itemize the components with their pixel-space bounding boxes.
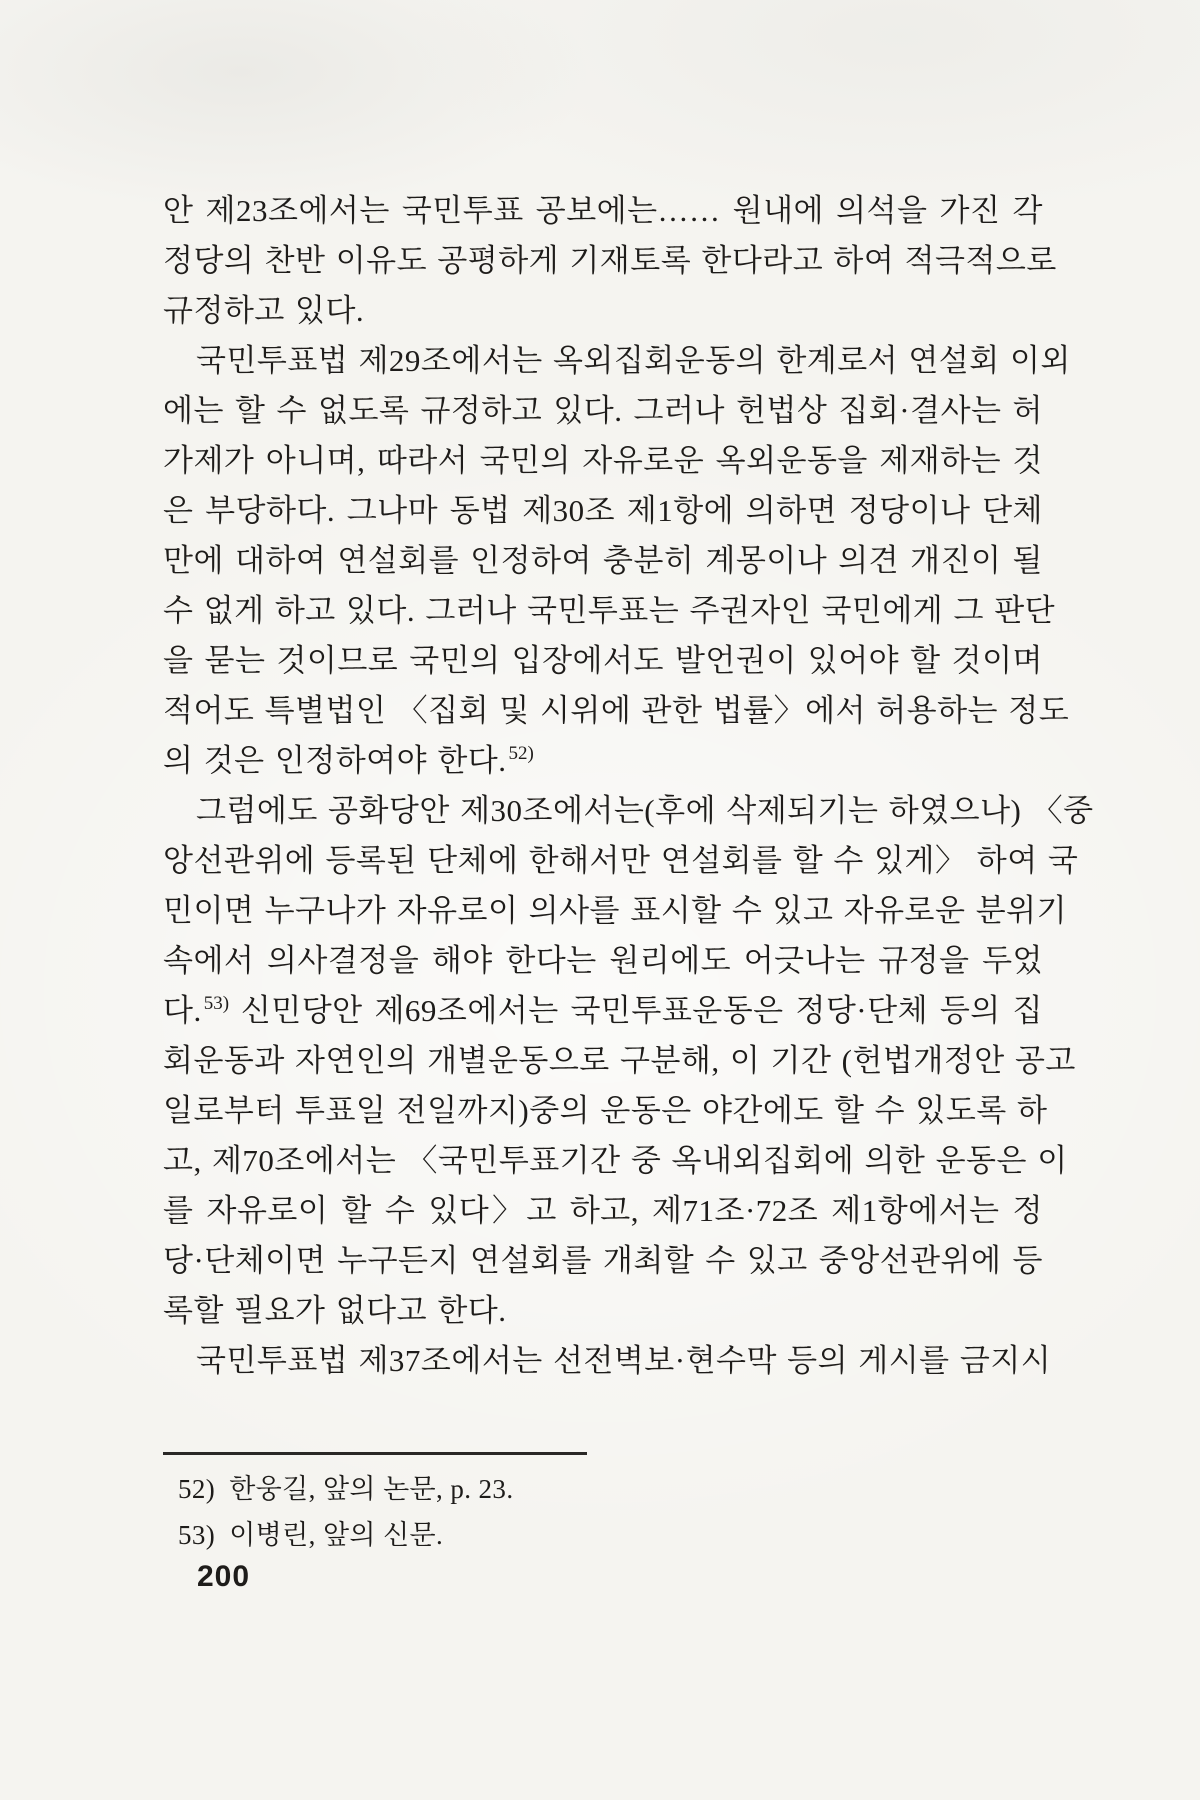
- text-line: [163, 686, 1070, 736]
- line-text: 신민당안 제69조에서는 국민투표운동은 정당·단체 등의 집: [229, 993, 1043, 1028]
- text-line: [163, 286, 1043, 336]
- footnote-item: [178, 1466, 998, 1512]
- line-text: 국민투표법 제29조에서는 옥외집회운동의 한계로서 연설회 이외: [196, 343, 1071, 378]
- text-line: [163, 836, 1079, 886]
- footnote-text: 이병린, 앞의 신문.: [229, 1520, 444, 1550]
- text-line: [163, 186, 1043, 236]
- line-text: 를 자유로이 할 수 있다〉고 하고, 제71조·72조 제1항에서는 정: [163, 1193, 1043, 1228]
- line-text: 정당의 찬반 이유도 공평하게 기재토록 한다라고 하여 적극적으로: [163, 243, 1057, 278]
- line-text: 만에 대하여 연설회를 인정하여 충분히 계몽이나 의견 개진이 될: [163, 543, 1043, 578]
- footnote-item: [178, 1512, 998, 1558]
- page-number: 200: [197, 1560, 251, 1593]
- line-text: 규정하고 있다.: [163, 293, 365, 328]
- line-text: 수 없게 하고 있다. 그러나 국민투표는 주권자인 국민에게 그 판단: [163, 593, 1056, 628]
- text-line: [163, 1136, 1068, 1186]
- line-text: 에는 할 수 없도록 규정하고 있다. 그러나 헌법상 집회·결사는 허: [163, 393, 1043, 428]
- line-text: 안 제23조에서는 국민투표 공보에는…… 원내에 의석을 가진 각: [163, 193, 1043, 228]
- text-line: [163, 386, 1043, 436]
- text-line: [163, 886, 1068, 936]
- text-line: [163, 536, 1043, 586]
- footnote-text: 한웅길, 앞의 논문, p. 23.: [229, 1474, 514, 1504]
- text-line: [163, 736, 1043, 786]
- line-text: 일로부터 투표일 전일까지)중의 운동은 야간에도 할 수 있도록 하: [163, 1093, 1048, 1128]
- line-text: 고, 제70조에서는 〈국민투표기간 중 옥내외집회에 의한 운동은 이: [163, 1143, 1068, 1178]
- text-line: [163, 586, 1056, 636]
- footnote-marker: 53): [178, 1520, 216, 1550]
- line-text: 국민투표법 제37조에서는 선전벽보·현수막 등의 게시를 금지시: [196, 1343, 1052, 1378]
- line-text: 은 부당하다. 그나마 동법 제30조 제1항에 의하면 정당이나 단체: [163, 493, 1043, 528]
- footnote-list: [178, 1466, 998, 1558]
- line-text: 앙선관위에 등록된 단체에 한해서만 연설회를 할 수 있게〉 하여 국: [163, 843, 1079, 878]
- line-text: 적어도 특별법인 〈집회 및 시위에 관한 법률〉에서 허용하는 정도: [163, 693, 1070, 728]
- line-text: 다.: [163, 993, 202, 1028]
- text-line: [163, 486, 1043, 536]
- line-text: 민이면 누구나가 자유로이 의사를 표시할 수 있고 자유로운 분위기: [163, 893, 1068, 928]
- text-line: [163, 236, 1057, 286]
- text-line: [163, 636, 1043, 686]
- text-line: [163, 786, 1094, 836]
- line-text: 회운동과 자연인의 개별운동으로 구분해, 이 기간 (헌법개정안 공고: [163, 1043, 1076, 1078]
- text-line: [163, 1286, 1043, 1336]
- text-line: [163, 1036, 1076, 1086]
- line-text: 가제가 아니며, 따라서 국민의 자유로운 옥외운동을 제재하는 것: [163, 443, 1043, 478]
- text-line: [163, 436, 1043, 486]
- text-line: [163, 1236, 1043, 1286]
- text-line: [163, 1186, 1043, 1236]
- line-text: 속에서 의사결정을 해야 한다는 원리에도 어긋나는 규정을 두었: [163, 943, 1043, 978]
- text-line: [163, 1336, 1052, 1386]
- line-text: 록할 필요가 없다고 한다.: [163, 1293, 507, 1328]
- line-text: 의 것은 인정하여야 한다.: [163, 743, 507, 778]
- text-line: [163, 336, 1071, 386]
- text-line: [163, 1086, 1048, 1136]
- line-text: 을 묻는 것이므로 국민의 입장에서도 발언권이 있어야 할 것이며: [163, 643, 1043, 678]
- text-line: [163, 986, 1043, 1036]
- footnote-divider: [163, 1452, 587, 1455]
- footnote-ref: 53): [203, 993, 230, 1014]
- footnote-ref: 52): [508, 743, 534, 764]
- line-text: 당·단체이면 누구든지 연설회를 개최할 수 있고 중앙선관위에 등: [163, 1243, 1043, 1278]
- line-text: 그럼에도 공화당안 제30조에서는(후에 삭제되기는 하였으나) 〈중: [196, 793, 1094, 828]
- text-block: [163, 186, 1094, 1386]
- footnote-marker: 52): [178, 1474, 216, 1504]
- text-line: [163, 936, 1043, 986]
